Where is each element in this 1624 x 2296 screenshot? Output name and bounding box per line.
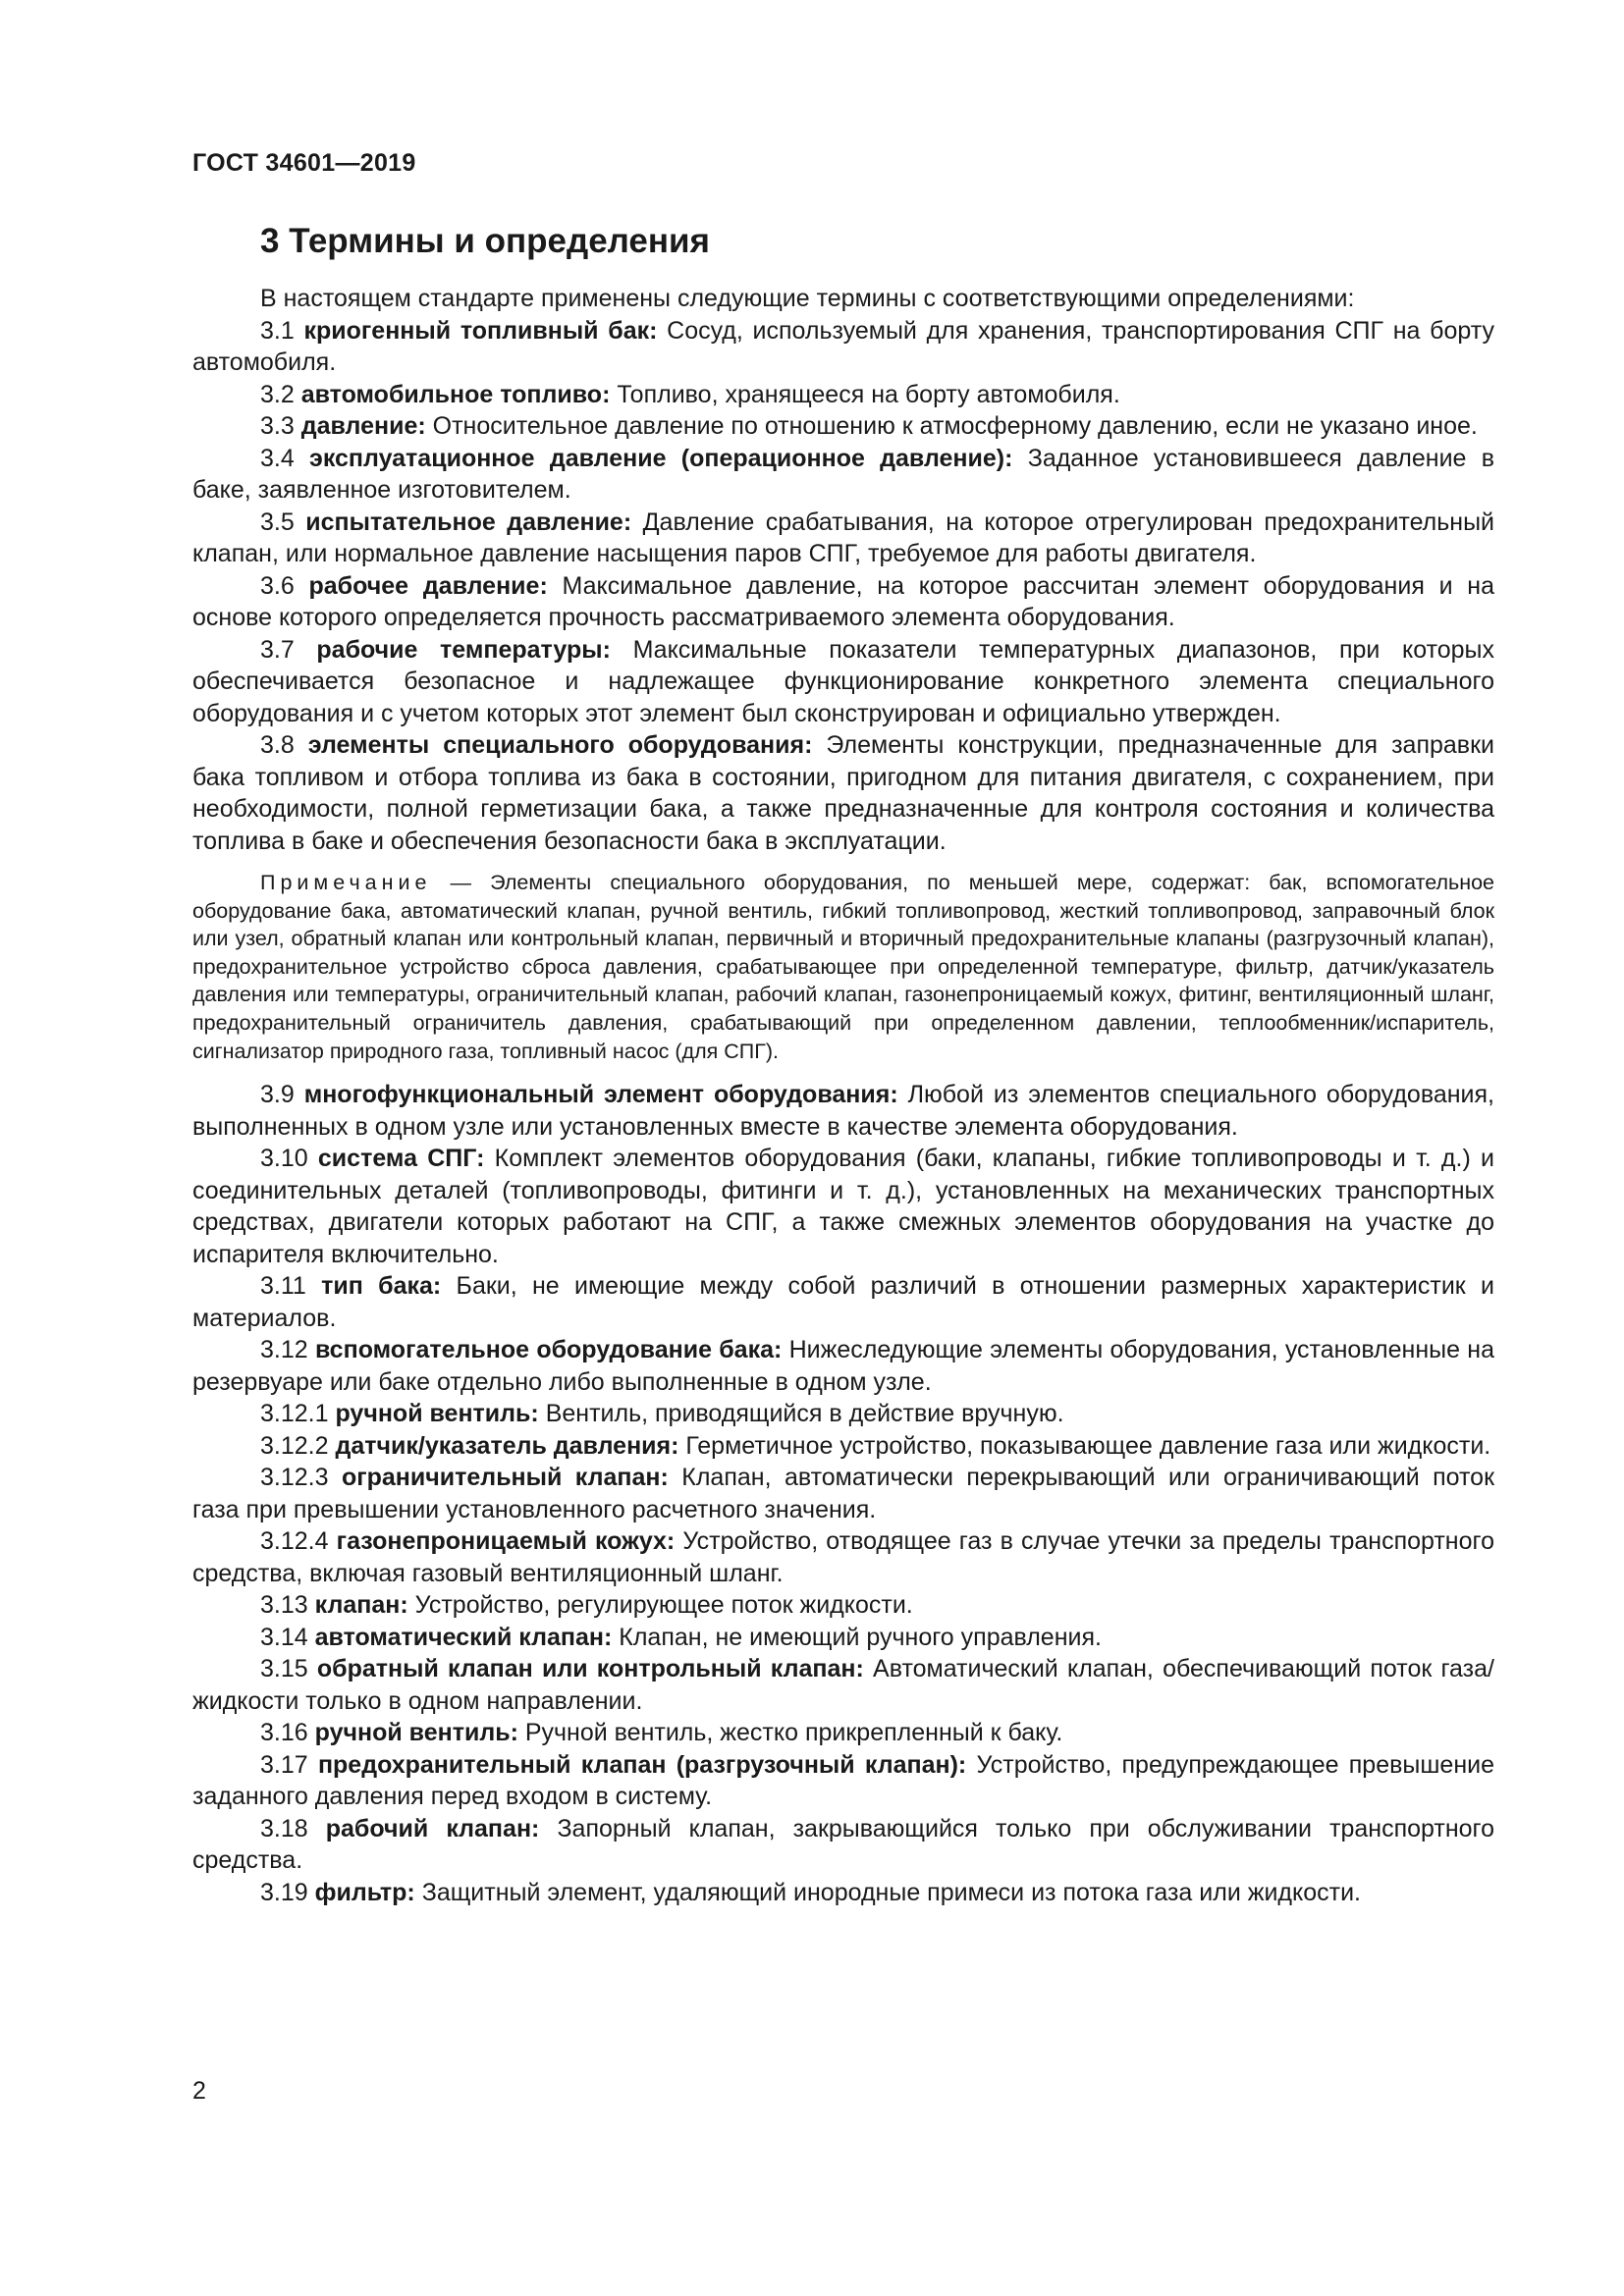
- note-paragraph: [192, 869, 1494, 1065]
- term-paragraph: [192, 729, 1494, 857]
- term-definition: Комплект элементов оборудования (баки, клапаны, гибкие топливопроводы и т. д.) и соединительных деталей (топливопроводы, фитинги и т. д.), установленных на механических транспортных средствах, двигатели которых работают на СПГ, а также смежных элементов оборудования на участке до испарителя включительно.: [192, 1145, 1494, 1268]
- term-paragraph: [192, 570, 1494, 634]
- term-name: рабочее давление:: [308, 571, 548, 600]
- term-name: клапан:: [314, 1591, 408, 1620]
- term-definition: Заданное установившееся давление в баке, заявленное изготовителем.: [192, 444, 1494, 504]
- term-number: 3.12: [260, 1336, 308, 1364]
- term-number: 3.8: [260, 731, 295, 759]
- term-definition: Устройство, регулирующее поток жидкости.: [414, 1591, 913, 1620]
- term-paragraph: [192, 1877, 1494, 1909]
- term-paragraph: [192, 1334, 1494, 1398]
- term-paragraph: [192, 1653, 1494, 1717]
- intro-paragraph: В настоящем стандарте применены следующие термины с соответствующими определениями:: [260, 285, 1355, 312]
- term-definition: Максимальные показатели температурных диапазонов, при которых обеспечивается безопасное и надлежащее функционирование конкретного элемента специального оборудования и с учетом которых этот элемент был сконструирован и официально утвержден.: [192, 635, 1495, 727]
- term-definition: Клапан, не имеющий ручного управления.: [619, 1623, 1102, 1651]
- term-paragraph: [192, 1430, 1494, 1463]
- term-number: 3.15: [260, 1655, 308, 1683]
- document-body: [192, 283, 1494, 1908]
- term-definition: Герметичное устройство, показывающее давление газа или жидкости.: [685, 1431, 1491, 1460]
- term-paragraph: [192, 1813, 1494, 1877]
- term-number: 3.4: [260, 444, 295, 472]
- term-paragraph: [192, 1462, 1494, 1525]
- term-number: 3.2: [260, 380, 295, 408]
- term-name: датчик/указатель давления:: [335, 1431, 679, 1460]
- term-number: 3.13: [260, 1591, 308, 1620]
- term-definition: Давление срабатывания, на которое отрегулирован предохранительный клапан, или нормальное давление насыщения паров СПГ, требуемое для работы двигателя.: [192, 507, 1495, 567]
- term-definition: Баки, не имеющие между собой различий в отношении размерных характеристик и материалов.: [192, 1272, 1495, 1332]
- term-number: 3.17: [260, 1750, 308, 1779]
- note-label: Примечание: [260, 871, 432, 894]
- term-number: 3.12.4: [260, 1527, 329, 1556]
- term-paragraph: [192, 1589, 1494, 1622]
- page-number: 2: [192, 2077, 206, 2105]
- term-paragraph: [192, 443, 1494, 507]
- term-paragraph: [192, 1270, 1494, 1334]
- term-name: многофункциональный элемент оборудования:: [303, 1081, 898, 1109]
- term-name: тип бака:: [321, 1272, 442, 1301]
- term-definition: Любой из элементов специального оборудования, выполненных в одном узле или установленных вместе в качестве элемента оборудования.: [192, 1081, 1494, 1141]
- term-definition: Сосуд, используемый для хранения, транспортирования СПГ на борту автомобиля.: [192, 316, 1494, 376]
- term-name: автоматический клапан:: [314, 1623, 613, 1651]
- term-definition: Топливо, хранящееся на борту автомобиля.: [617, 380, 1120, 408]
- term-paragraph: [192, 1525, 1494, 1589]
- term-name: испытательное давление:: [305, 507, 632, 536]
- term-name: эксплуатационное давление (операционное давление):: [309, 444, 1013, 472]
- term-definition: Максимальное давление, на которое рассчитан элемент оборудования и на основе которого определяется прочность рассматриваемого элемента оборудования.: [192, 571, 1494, 631]
- term-definition: Клапан, автоматически перекрывающий или ограничивающий поток газа при превышении установленного расчетного значения.: [192, 1464, 1495, 1523]
- section-title: 3 Термины и определения: [260, 222, 710, 260]
- term-definition: Защитный элемент, удаляющий инородные примеси из потока газа или жидкости.: [421, 1878, 1361, 1906]
- term-paragraph: [192, 410, 1494, 443]
- term-number: 3.6: [260, 571, 295, 600]
- term-number: 3.1: [260, 316, 295, 345]
- term-name: ручной вентиль:: [314, 1719, 518, 1747]
- term-number: 3.9: [260, 1081, 295, 1109]
- term-number: 3.16: [260, 1719, 308, 1747]
- term-name: газонепроницаемый кожух:: [336, 1527, 676, 1556]
- term-definition: Нижеследующие элементы оборудования, установленные на резервуаре или баке отдельно либо выполненные в одном узле.: [192, 1336, 1494, 1396]
- term-number: 3.12.3: [260, 1464, 329, 1492]
- term-number: 3.7: [260, 635, 295, 664]
- term-name: давление:: [300, 412, 426, 440]
- term-name: ручной вентиль:: [335, 1400, 539, 1428]
- term-name: криогенный топливный бак:: [303, 316, 658, 345]
- term-definition: Устройство, предупреждающее превышение заданного давления перед входом в систему.: [192, 1750, 1495, 1811]
- term-paragraph: [192, 1717, 1494, 1749]
- term-number: 3.3: [260, 412, 295, 440]
- term-definition: Элементы конструкции, предназначенные для заправки бака топливом и отбора топлива из бака в состоянии, пригодном для питания двигателя, с сохранением, при необходимости, полной герметизации бака, а также предназначенные для контроля состояния и количества топлива в баке и обеспечения безопасности бака в эксплуатации.: [192, 731, 1494, 855]
- term-name: ограничительный клапан:: [341, 1464, 669, 1492]
- term-definition: Ручной вентиль, жестко прикрепленный к баку.: [524, 1719, 1063, 1747]
- term-definition: Запорный клапан, закрывающийся только при обслуживании транспортного средства.: [192, 1814, 1495, 1875]
- term-name: автомобильное топливо:: [300, 380, 611, 408]
- term-name: система СПГ:: [317, 1145, 485, 1173]
- term-number: 3.11: [260, 1272, 306, 1301]
- term-name: обратный клапан или контрольный клапан:: [316, 1655, 864, 1683]
- term-number: 3.14: [260, 1623, 308, 1651]
- term-name: элементы специального оборудования:: [307, 731, 813, 759]
- term-definition: Вентиль, приводящийся в действие вручную.: [545, 1400, 1064, 1428]
- term-paragraph: [192, 315, 1494, 379]
- term-name: предохранительный клапан (разгрузочный клапан):: [317, 1750, 967, 1779]
- term-name: вспомогательное оборудование бака:: [314, 1336, 783, 1364]
- term-definition: Автоматический клапан, обеспечивающий поток газа/жидкости только в одном направлении.: [192, 1655, 1494, 1715]
- term-number: 3.5: [260, 507, 295, 536]
- note-text: — Элементы специального оборудования, по меньшей мере, содержат: бак, вспомогательное оборудование бака, автоматический клапан, ручной вентиль, гибкий топливопровод, жесткий топливопровод, заправочный блок или узел, обратный клапан или контрольный клапан, первичный и вторичный предохранительные клапаны (разгрузочный клапан), предохранительное устройство сброса давления, срабатывающее при определенной температуре, фильтр, датчик/указатель давления или температуры, ограничительный клапан, рабочий клапан, газонепроницаемый кожух, фитинг, вентиляционный шланг, предохранительный ограничитель давления, срабатывающий при определенном давлении, теплообменник/испаритель, сигнализатор природного газа, топливный насос (для СПГ).: [192, 871, 1494, 1063]
- term-paragraph: [192, 1622, 1494, 1654]
- term-paragraph: [192, 507, 1494, 570]
- term-name: рабочий клапан:: [325, 1814, 540, 1842]
- term-number: 3.10: [260, 1145, 308, 1173]
- term-number: 3.12.2: [260, 1431, 329, 1460]
- term-name: фильтр:: [314, 1878, 415, 1906]
- term-paragraph: [192, 634, 1494, 730]
- term-paragraph: [192, 1079, 1494, 1143]
- term-definition: Относительное давление по отношению к атмосферному давлению, если не указано иное.: [432, 412, 1478, 440]
- term-name: рабочие температуры:: [316, 635, 611, 664]
- term-paragraph: [192, 1143, 1494, 1270]
- term-number: 3.19: [260, 1878, 308, 1906]
- term-definition: Устройство, отводящее газ в случае утечки за пределы транспортного средства, включая газовый вентиляционный шланг.: [192, 1527, 1494, 1587]
- term-number: 3.12.1: [260, 1400, 329, 1428]
- term-paragraph: [192, 379, 1494, 411]
- term-paragraph: [192, 1749, 1494, 1813]
- document-header: ГОСТ 34601—2019: [192, 149, 416, 177]
- term-number: 3.18: [260, 1814, 308, 1842]
- term-paragraph: [192, 1398, 1494, 1430]
